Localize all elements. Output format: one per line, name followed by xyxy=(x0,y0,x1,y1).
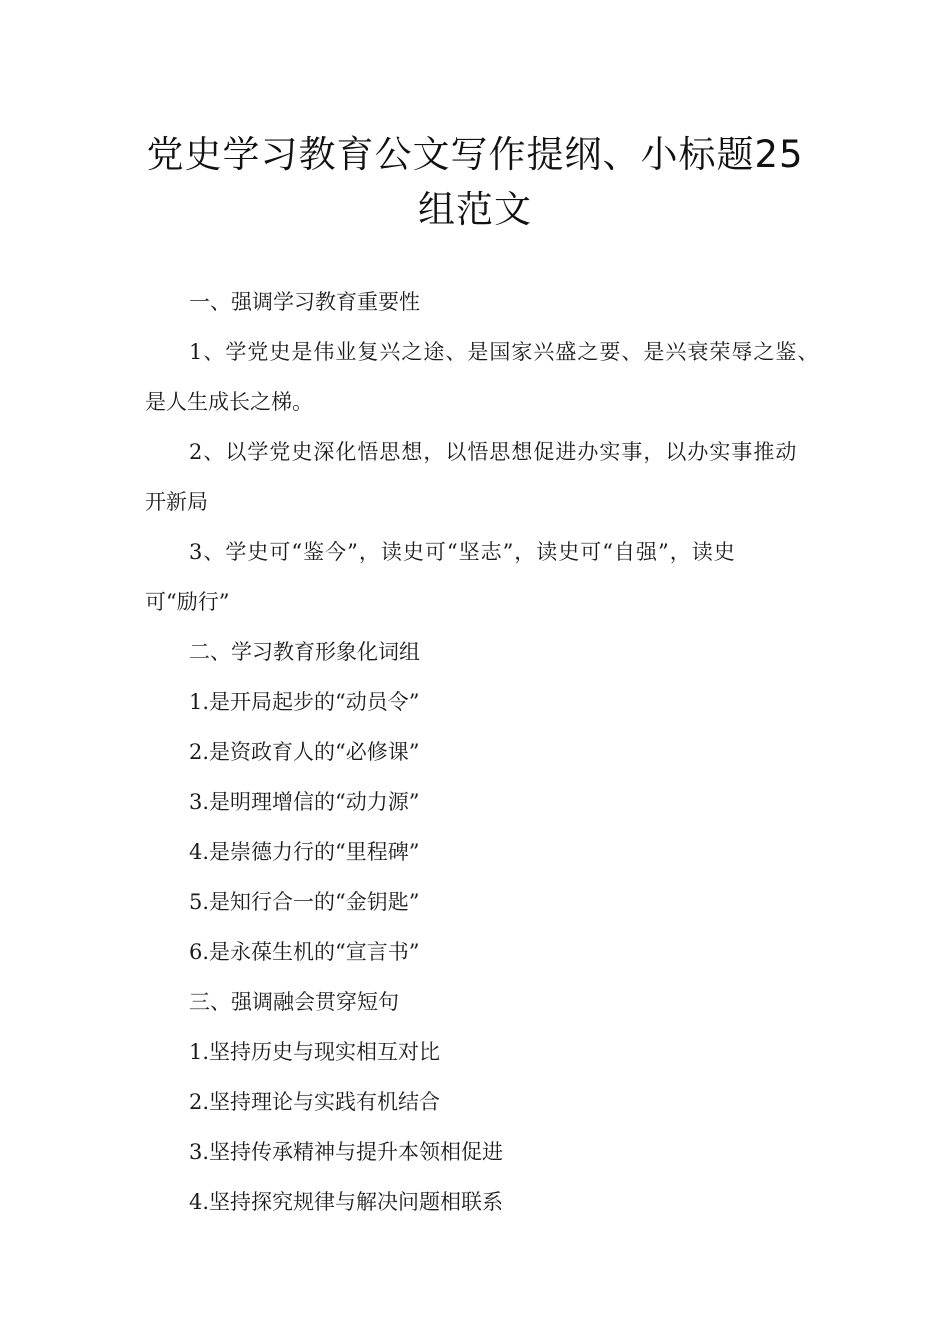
list-item: 4.是崇德力行的“里程碑” xyxy=(189,840,420,864)
document-title-line-2: 组范文 xyxy=(418,188,532,231)
section-heading-phrases: 二、学习教育形象化词组 xyxy=(189,640,420,664)
list-item: 4.坚持探究规律与解决问题相联系 xyxy=(189,1190,504,1214)
paragraph-3-line-2: 可“励行” xyxy=(145,590,230,614)
section-heading-importance: 一、强调学习教育重要性 xyxy=(189,290,420,314)
list-item: 3.坚持传承精神与提升本领相促进 xyxy=(189,1140,504,1164)
paragraph-2-line-2: 开新局 xyxy=(145,490,208,514)
paragraph-3-line-1: 3、学史可“鉴今”，读史可“坚志”，读史可“自强”，读史 xyxy=(189,540,736,564)
document-body xyxy=(145,277,825,1227)
paragraph-2-line-1: 2、以学党史深化悟思想，以悟思想促进办实事，以办实事推动 xyxy=(189,440,798,464)
list-item: 1.是开局起步的“动员令” xyxy=(189,690,420,714)
document-title-line-1: 党史学习教育公文写作提纲、小标题25 xyxy=(146,133,804,176)
paragraph-1-line-2: 是人生成长之梯。 xyxy=(145,390,313,414)
list-item: 2.坚持理论与实践有机结合 xyxy=(189,1090,441,1114)
list-item: 2.是资政育人的“必修课” xyxy=(189,740,420,764)
list-item: 5.是知行合一的“金钥匙” xyxy=(189,890,420,914)
list-item: 3.是明理增信的“动力源” xyxy=(189,790,420,814)
paragraph-1-line-1: 1、学党史是伟业复兴之途、是国家兴盛之要、是兴衰荣辱之鉴、 xyxy=(189,340,820,364)
list-item: 6.是永葆生机的“宣言书” xyxy=(189,940,420,964)
list-item: 1.坚持历史与现实相互对比 xyxy=(189,1040,441,1064)
section-heading-short-sentences: 三、强调融会贯穿短句 xyxy=(189,990,399,1014)
